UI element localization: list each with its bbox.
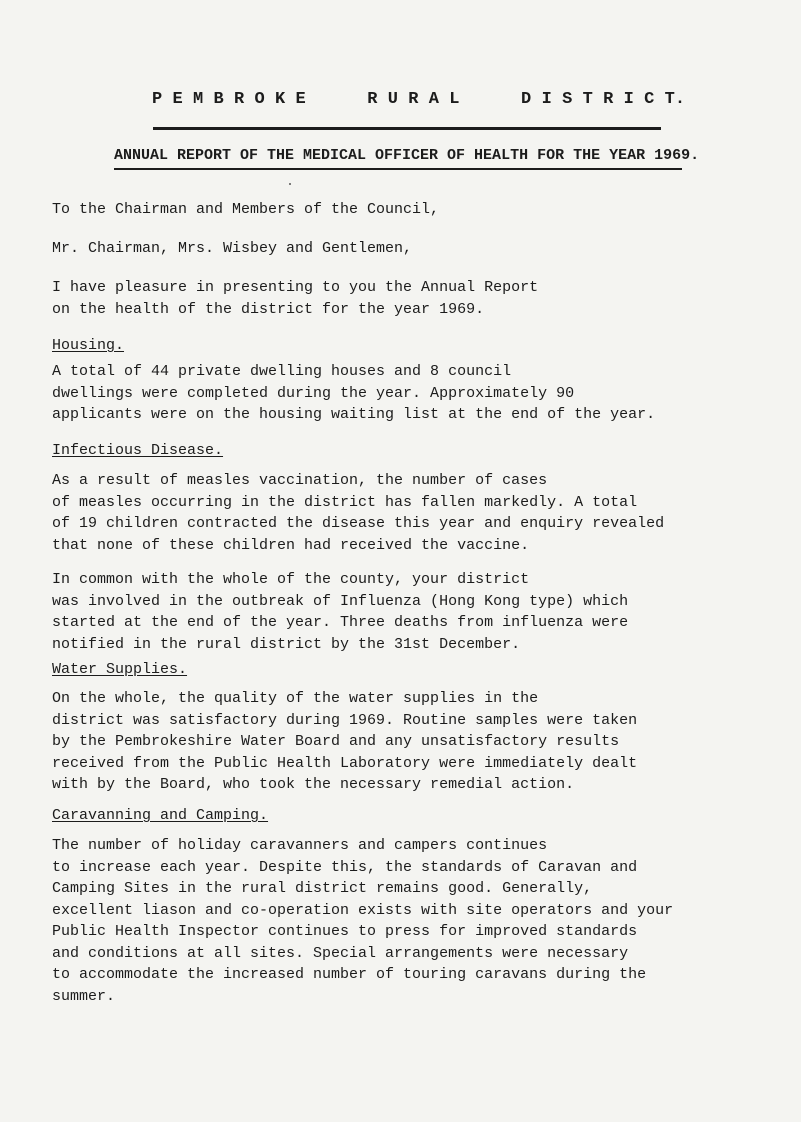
housing-paragraph: A total of 44 private dwelling houses and 8 council dwellings were completed during the year. Approximately 90 applicants were on the housing waiting list at the end of the year. [52, 363, 656, 423]
report-title: ANNUAL REPORT OF THE MEDICAL OFFICER OF HEALTH FOR THE YEAR 1969. [114, 147, 700, 164]
section-heading-caravanning [52, 805, 268, 827]
water-heading-text: Water Supplies. [52, 661, 188, 678]
caravanning-paragraph: The number of holiday caravanners and campers continues to increase each year. Despite this, the standards of Caravan and Camping Sites in the rural district remains good. Generally, excellent liason and co-operation exists with site operators and your Public Health Inspector continues to press for improved standards and conditions at all sites. Special arrangements were necessary to accommodate the increased number of touring caravans during the summer. [52, 837, 674, 1005]
infectious-paragraph-1: As a result of measles vaccination, the number of cases of measles occurring in the district has fallen markedly. A total of 19 children contracted the disease this year and enquiry revealed that none of these children had received the vaccine. [52, 472, 665, 554]
housing-heading-text: Housing. [52, 337, 125, 354]
ink-dot [289, 183, 291, 185]
district-heading: P E M B R O K E R U R A L D I S T R I C T. [152, 90, 686, 109]
salutation-line-1: To the Chairman and Members of the Council, [52, 201, 440, 218]
intro-paragraph: I have pleasure in presenting to you the Annual Report on the health of the district for the year 1969. [52, 279, 539, 318]
water-paragraph: On the whole, the quality of the water supplies in the district was satisfactory during 1969. Routine samples were taken by the Pembrokeshire Water Board and any unsatisfactory results received from the Public Health Laboratory were immediately dealt with by the Board, who took the necessary remedial action. [52, 690, 638, 793]
infectious-heading-text: Infectious Disease. [52, 442, 224, 459]
heading-rule [153, 127, 661, 130]
section-heading-infectious-disease [52, 440, 223, 462]
section-heading-water-supplies [52, 659, 187, 681]
title-underline [114, 168, 682, 170]
salutation-line-2: Mr. Chairman, Mrs. Wisbey and Gentlemen, [52, 240, 413, 257]
caravanning-heading-text: Caravanning and Camping. [52, 807, 269, 824]
section-heading-housing [52, 335, 124, 357]
infectious-paragraph-2: In common with the whole of the county, your district was involved in the outbreak of Influenza (Hong Kong type) which started at the end of the year. Three deaths from influenza were notified in the rural district by the 31st December. [52, 571, 629, 653]
